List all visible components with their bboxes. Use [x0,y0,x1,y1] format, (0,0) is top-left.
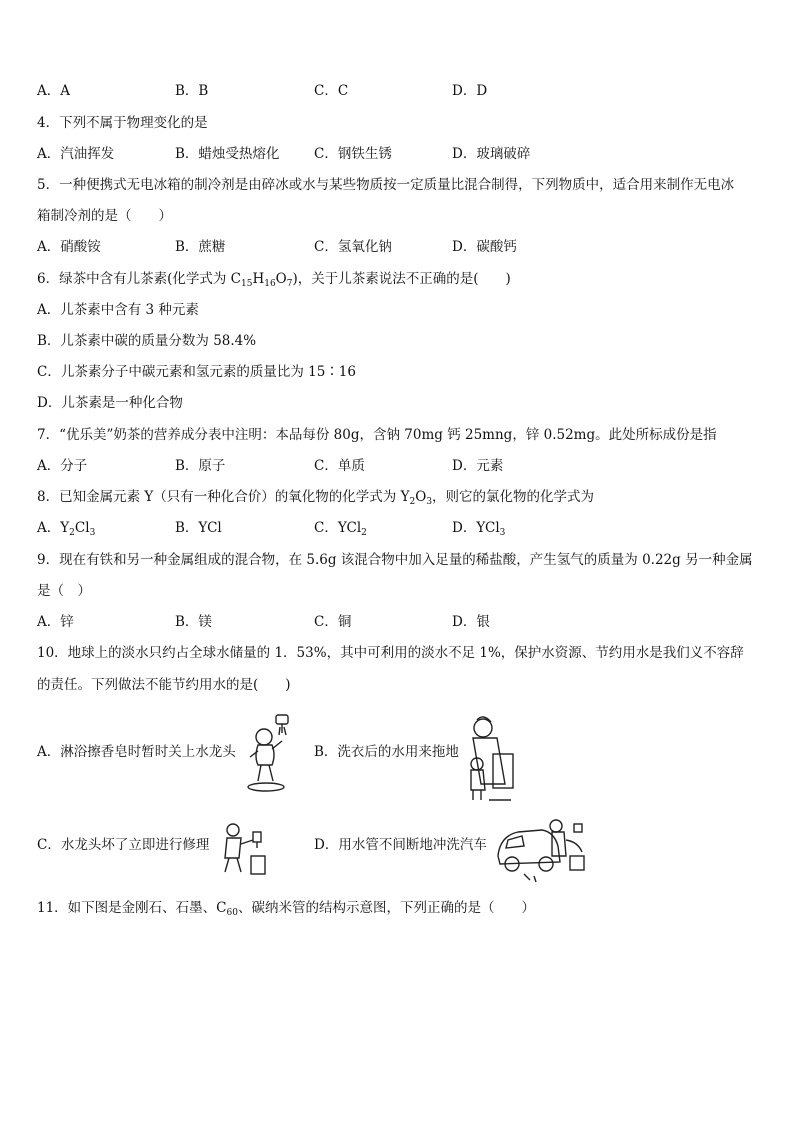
q7-option-c[interactable]: C．单质 [314,458,365,474]
shower-person-illustration [246,713,298,793]
q9-stem-line1: 9．现在有铁和另一种金属组成的混合物，在 5.6g 该混合物中加入足量的稀盐酸，产生氢气的质量为 0.22g 另一种金属 [37,552,753,568]
q3-option-a[interactable]: A．A [37,83,70,99]
q7-option-a[interactable]: A．分子 [37,458,88,474]
q4-option-b[interactable]: B．蜡烛受热熔化 [175,146,280,162]
q10-stem-line2: 的责任。下列做法不能节约用水的是( ) [37,677,291,693]
q6-option-b[interactable]: B．儿茶素中碳的质量分数为 58.4% [37,333,257,349]
q9-option-c[interactable]: C．铜 [314,614,352,630]
q3-option-c[interactable]: C．C [314,83,349,99]
q3-option-b[interactable]: B．B [175,83,209,99]
q5-stem-line2: 箱制冷剂的是（ ） [37,208,172,224]
q8-option-a[interactable]: A．$Y_2Cl_3$ [37,520,96,538]
q8-option-b[interactable]: B．YCl [175,520,222,536]
q8-option-c[interactable]: C．YCl$_2$ [314,520,367,538]
q4-option-a[interactable]: A．汽油挥发 [37,146,115,162]
q4-stem: 4．下列不属于物理变化的是 [37,115,208,131]
q10-stem-line1: 10．地球上的淡水只约占全球水储量的 1．53%，其中可利用的淡水不足 1%，保护水资源、节约用水是我们义不容辞 [37,645,744,661]
q7-option-b[interactable]: B．原子 [175,458,226,474]
q4-option-d[interactable]: D．玻璃破碎 [452,146,531,162]
q6-option-c[interactable]: C．儿茶素分子中碳元素和氢元素的质量比为 15∶16 [37,364,356,380]
q6-option-d[interactable]: D．儿茶素是一种化合物 [37,395,183,411]
q9-option-b[interactable]: B．镁 [175,614,212,630]
q11-stem: 11．如下图是金刚石、石墨、$C_{60}$、碳纳米管的结构示意图，下列正确的是（ ） [37,900,535,918]
q9-option-a[interactable]: A．锌 [37,614,74,630]
q3-option-d[interactable]: D．D [452,83,488,99]
q5-option-c[interactable]: C．氢氧化钠 [314,239,392,255]
q4-option-c[interactable]: C．钢铁生锈 [314,146,392,162]
q10-option-a[interactable]: A．淋浴擦香皂时暂时关上水龙头 [37,744,236,760]
faucet-repair-illustration [219,818,271,878]
q6-option-a[interactable]: A．儿茶素中含有 3 种元素 [37,302,199,318]
q5-option-b[interactable]: B．蔗糖 [175,239,226,255]
q7-stem: 7．“优乐美”奶茶的营养成分表中注明：本品每份 80g，含钠 70mg 钙 25mng，锌 0.52mg。此处所标成份是指 [37,427,717,443]
q8-option-d[interactable]: D．YCl$_3$ [452,520,506,538]
q5-option-a[interactable]: A．硝酸铵 [37,239,101,255]
q9-stem-line2: 是（ ） [37,583,91,599]
q5-stem-line1: 5．一种便携式无电冰箱的制冷剂是由碎冰或水与某些物质按一定质量比混合制得，下列物质中，适合用来制作无电冰 [37,177,735,193]
car-washing-illustration [494,812,590,884]
q10-option-d[interactable]: D．用水管不间断地冲洗汽车 [314,837,487,853]
q10-option-b[interactable]: B．洗衣后的水用来拖地 [314,744,459,760]
q10-option-c[interactable]: C．水龙头坏了立即进行修理 [37,837,210,853]
q5-option-d[interactable]: D．碳酸钙 [452,239,517,255]
q7-option-d[interactable]: D．元素 [452,458,504,474]
q6-stem: 6．绿茶中含有儿茶素(化学式为 $C_{15}H_{16}O_7$)，关于儿茶素说法不正确的是( ) [37,271,511,289]
mopping-family-illustration [463,714,517,804]
q9-option-d[interactable]: D．银 [452,614,490,630]
q8-stem: 8．已知金属元素 Y（只有一种化合价）的氧化物的化学式为 $Y_2O_3$，则它的氯化物的化学式为 [37,489,595,507]
